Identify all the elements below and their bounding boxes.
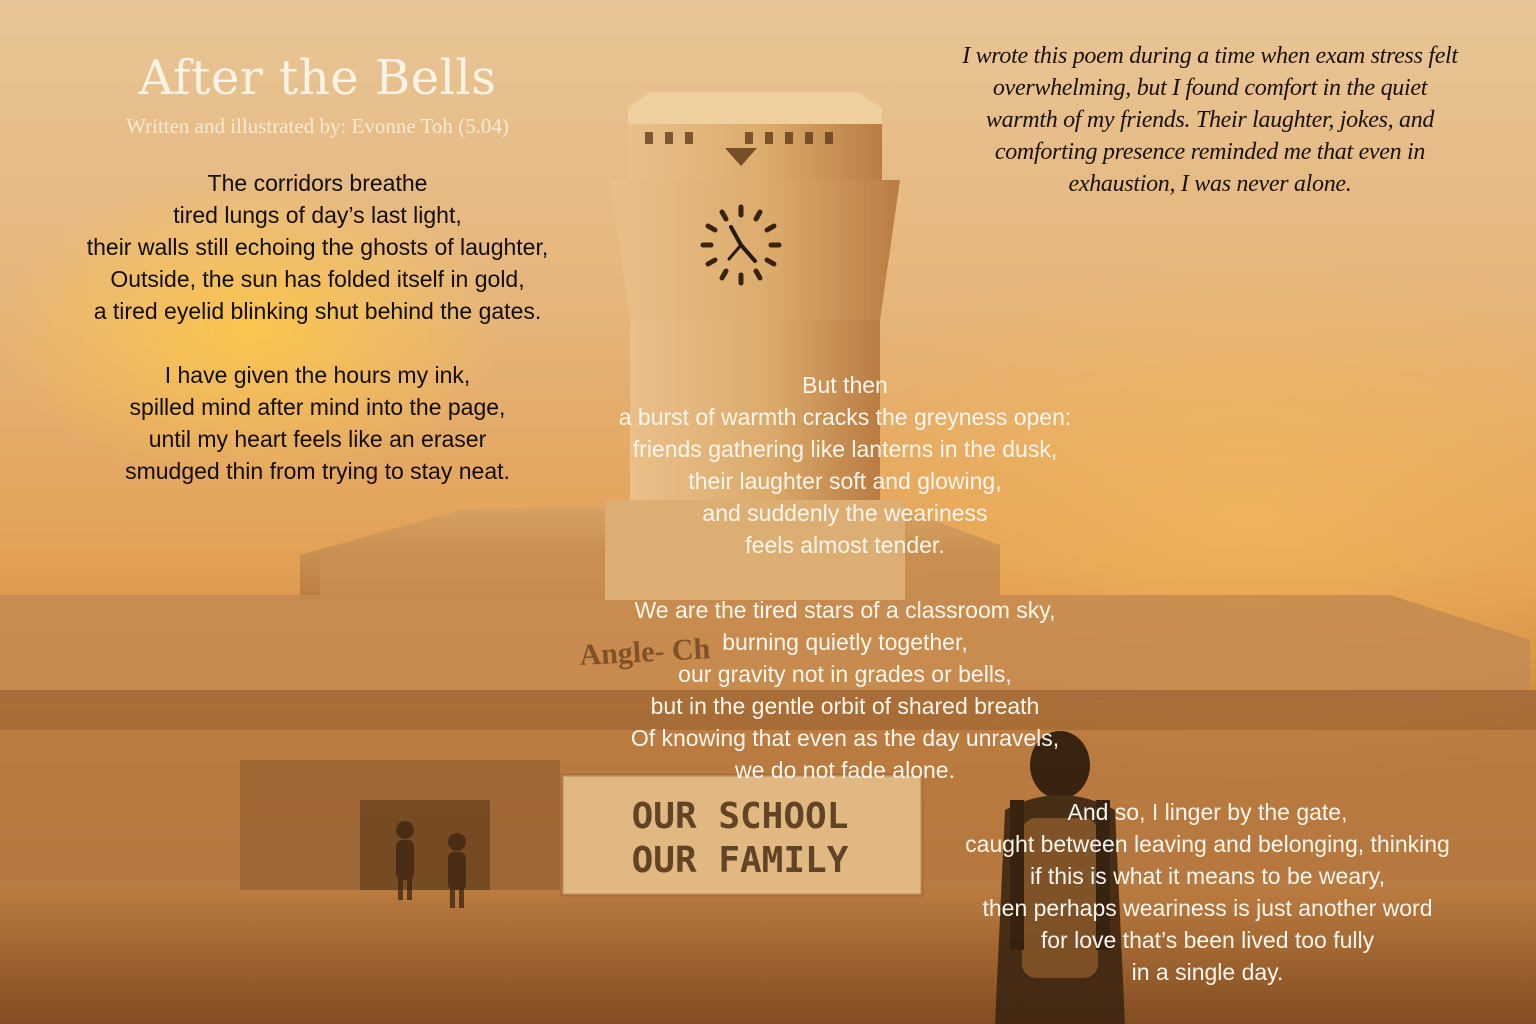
poem-stanza-3: But then a burst of warmth cracks the greyness open: friends gathering like lanterns in the dusk, their laughter soft and glowing, and suddenly the weariness feels almost tender. xyxy=(618,372,1072,558)
clock-tower-top xyxy=(628,92,882,124)
clock-tower-shaft xyxy=(610,180,900,320)
doorway xyxy=(360,800,490,890)
poem-stanza-4: We are the tired stars of a classroom sky, burning quietly together, our gravity not in grades or bells, but in the gentle orbit of shared breath Of knowing that even as the day unravels, we do not fade alone. xyxy=(630,597,1060,783)
poem-stanza-5: And so, I linger by the gate, caught between leaving and belonging, thinking if this is what it means to be weary, then perhaps weariness is just another word for love that’s been lived too fully in a single day. xyxy=(965,799,1450,985)
sign-line-1: OUR SCHOOL xyxy=(631,796,849,837)
poem-title: After the Bells xyxy=(138,50,497,106)
author-note: I wrote this poem during a time when exam stress felt overwhelming, but I found comfort in the quiet warmth of my friends. Their laughter, jokes, and comforting presence reminded me that even in exhaustion, I was never alone. xyxy=(962,43,1458,197)
poem-stanza-2: I have given the hours my ink, spilled mind after mind into the page, until my heart feels like an eraser smudged thin from trying to stay neat. xyxy=(125,362,510,484)
poem-stanza-1: The corridors breathe tired lungs of day’s last light, their walls still echoing the ghosts of laughter, Outside, the sun has folded itself in gold, a tired eyelid blinking shut behind the gates. xyxy=(86,170,549,324)
school-name-text: Angle- Ch xyxy=(578,632,712,672)
sign-line-2: OUR FAMILY xyxy=(631,840,849,881)
byline: Written and illustrated by: Evonne Toh (5.04) xyxy=(126,114,509,138)
